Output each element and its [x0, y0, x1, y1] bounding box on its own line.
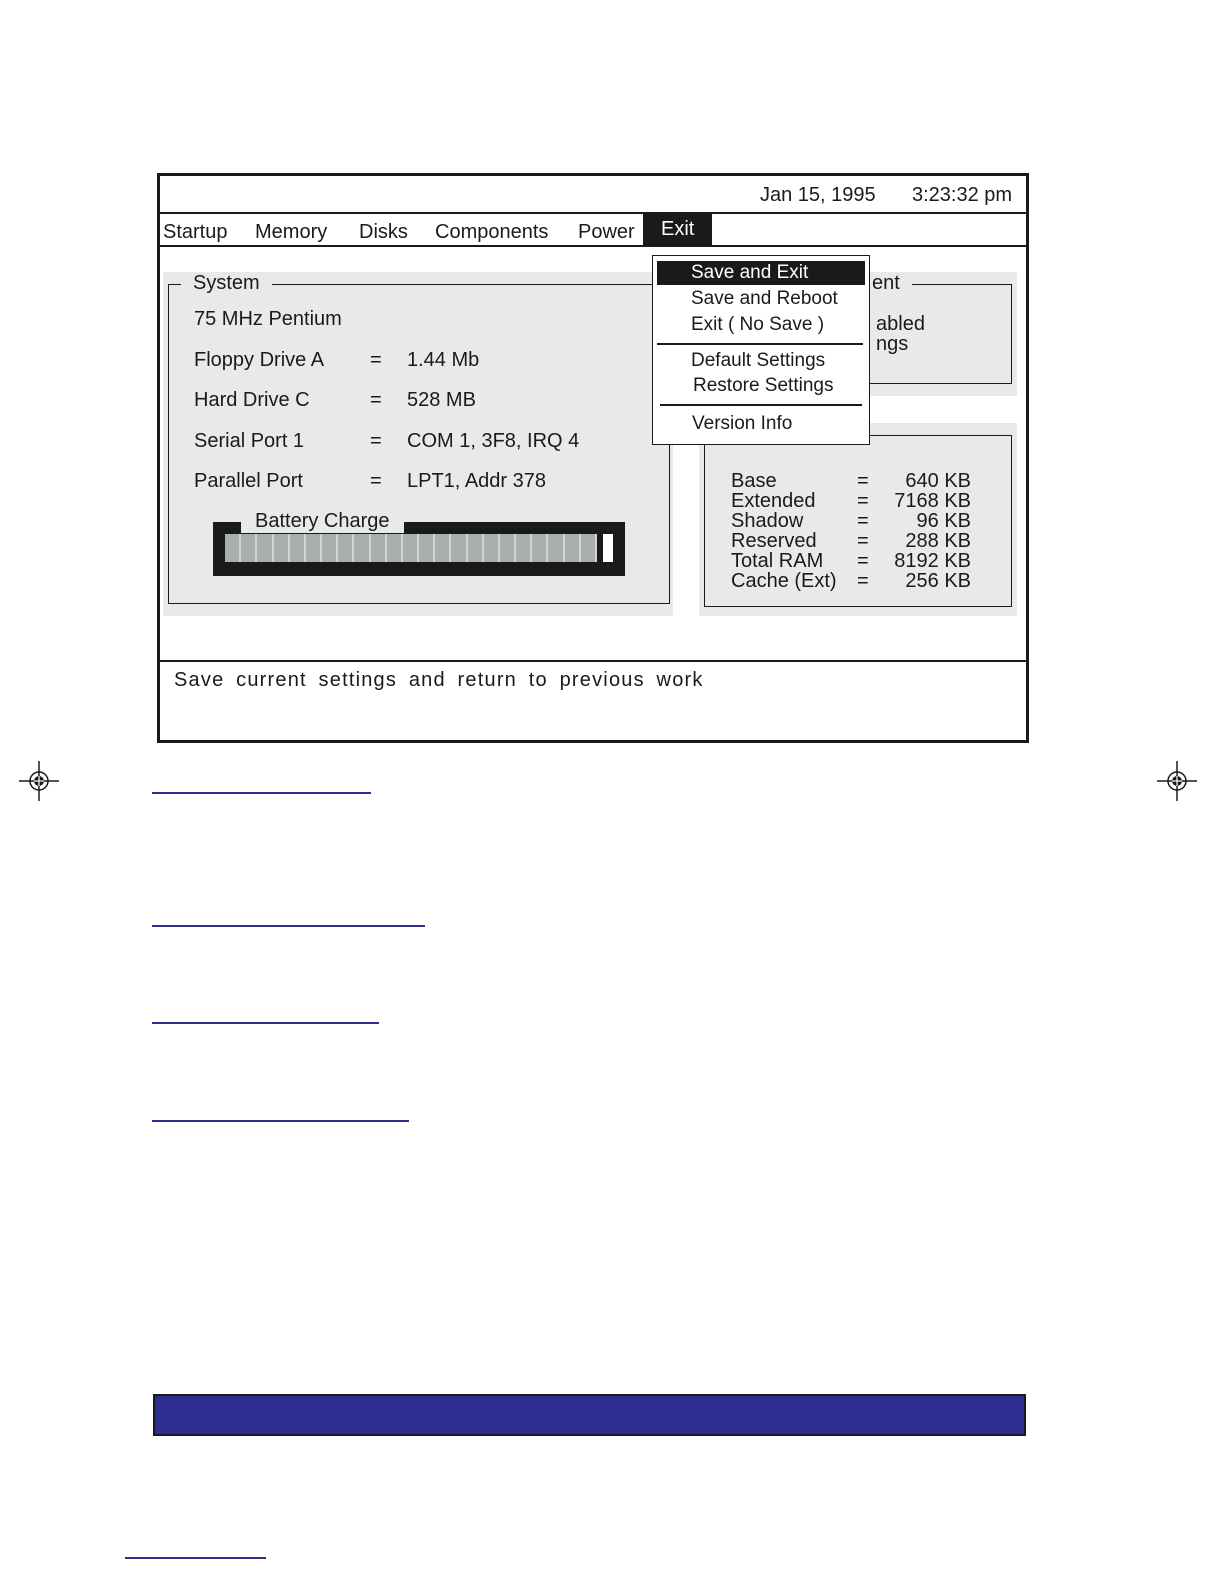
menu-memory[interactable]: Memory [255, 221, 328, 243]
menu-item-save-and-exit[interactable]: Save and Exit [657, 261, 865, 285]
menu-item-version-info[interactable]: Version Info [692, 413, 793, 434]
components-line-1: abled [876, 313, 925, 335]
memory-table [731, 471, 971, 591]
menu-item-save-and-reboot[interactable]: Save and Reboot [691, 288, 838, 309]
header-time: 3:23:32 pm [912, 184, 1013, 206]
memory-row-base: Base = 640 KB [731, 470, 971, 492]
battery-tip [603, 534, 613, 562]
menu-disks[interactable]: Disks [359, 221, 408, 243]
memory-row-shadow: Shadow = 96 KB [731, 510, 971, 532]
memory-row-cache: Cache (Ext) = 256 KB [731, 570, 971, 592]
section-rule [152, 1022, 379, 1024]
memory-panel [699, 423, 1017, 616]
menu-exit[interactable]: Exit [643, 214, 712, 245]
status-bar-text: Save current settings and return to previous work [174, 669, 704, 691]
section-rule [125, 1557, 266, 1559]
battery-charge-cells [225, 534, 597, 562]
footer-bar [153, 1394, 1026, 1436]
crosshair-registration-icon [1157, 761, 1197, 801]
system-legend: System [181, 272, 272, 295]
menu-startup[interactable]: Startup [163, 221, 228, 243]
menu-item-restore-settings[interactable]: Restore Settings [693, 375, 834, 396]
crosshair-registration-icon [19, 761, 59, 801]
components-line-2: ngs [876, 333, 909, 355]
components-legend: ent [860, 272, 912, 295]
menu-power[interactable]: Power [578, 221, 635, 243]
section-rule [152, 925, 425, 927]
status-divider [160, 660, 1026, 662]
bios-setup-screen [157, 173, 1029, 743]
floppy-value: 1.44 Mb [407, 349, 480, 371]
memory-row-extended: Extended = 7168 KB [731, 490, 971, 512]
section-rule [152, 792, 371, 794]
menu-item-exit-no-save[interactable]: Exit ( No Save ) [691, 314, 825, 335]
parallel-label: Parallel Port [194, 470, 303, 492]
serial-value: COM 1, 3F8, IRQ 4 [407, 430, 580, 452]
header-divider [160, 212, 1026, 214]
parallel-value: LPT1, Addr 378 [407, 470, 546, 492]
header-date: Jan 15, 1995 [760, 184, 876, 206]
harddrive-value: 528 MB [407, 389, 476, 411]
floppy-label: Floppy Drive A [194, 349, 325, 371]
battery-charge-meter [213, 510, 625, 576]
menu-divider [160, 245, 1026, 247]
menu-item-default-settings[interactable]: Default Settings [691, 350, 826, 371]
menu-components[interactable]: Components [435, 221, 549, 243]
harddrive-eq: = [370, 389, 382, 411]
cpu-info: 75 MHz Pentium [194, 308, 342, 330]
system-panel [163, 272, 673, 616]
exit-dropdown-menu [652, 255, 870, 445]
memory-row-reserved: Reserved = 288 KB [731, 530, 971, 552]
serial-label: Serial Port 1 [194, 430, 305, 452]
battery-label: Battery Charge [241, 510, 404, 533]
serial-eq: = [370, 430, 382, 452]
memory-row-total-ram: Total RAM = 8192 KB [731, 550, 971, 572]
menu-separator [660, 404, 862, 406]
parallel-eq: = [370, 470, 382, 492]
section-rule [152, 1120, 409, 1122]
floppy-eq: = [370, 349, 382, 371]
harddrive-label: Hard Drive C [194, 389, 310, 411]
menu-separator [657, 343, 863, 345]
